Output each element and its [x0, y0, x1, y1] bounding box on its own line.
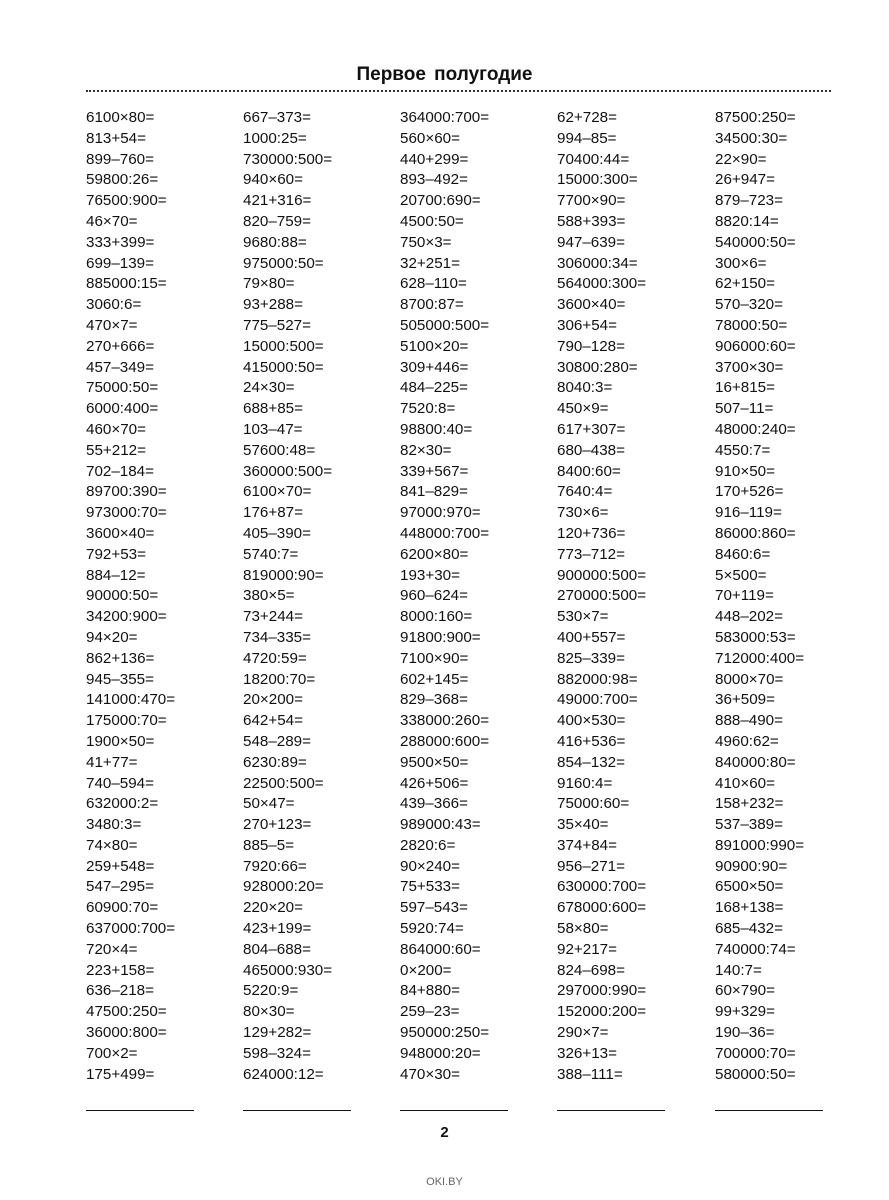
exercise-item: 439–366= — [400, 795, 468, 813]
exercise-item: 175+499= — [86, 1065, 155, 1083]
exercise-item: 750×3= — [400, 233, 452, 251]
exercise-item: 22×90= — [715, 150, 767, 168]
exercise-item: 8460:6= — [715, 545, 771, 563]
page-number: 2 — [440, 1124, 449, 1141]
answer-line-1 — [86, 1110, 194, 1111]
exercise-item: 74×80= — [86, 836, 138, 854]
exercise-item: 7100×90= — [400, 649, 469, 667]
exercise-item: 973000:70= — [86, 504, 167, 522]
answer-line-3 — [400, 1110, 508, 1111]
exercise-item: 507–11= — [715, 400, 774, 418]
exercise-item: 824–698= — [557, 961, 625, 979]
exercise-item: 773–712= — [557, 545, 625, 563]
exercise-item: 22500:500= — [243, 774, 324, 792]
exercise-item: 8400:60= — [557, 462, 621, 480]
exercise-item: 423+199= — [243, 920, 312, 938]
exercise-item: 3060:6= — [86, 296, 142, 314]
exercise-item: 960–624= — [400, 587, 468, 605]
exercise-item: 326+13= — [557, 1044, 617, 1062]
exercise-item: 6000:400= — [86, 400, 159, 418]
exercise-item: 570–320= — [715, 296, 783, 314]
exercise-item: 8000:160= — [400, 608, 473, 626]
exercise-item: 688+85= — [243, 400, 303, 418]
exercise-item: 537–389= — [715, 816, 783, 834]
exercise-item: 700000:70= — [715, 1044, 796, 1062]
exercise-item: 685–432= — [715, 920, 783, 938]
exercise-item: 0×200= — [400, 961, 452, 979]
exercise-item: 6100×80= — [86, 109, 155, 126]
exercise-item: 73+244= — [243, 608, 303, 626]
exercise-item: 410×60= — [715, 774, 775, 792]
exercise-item: 75000:50= — [86, 379, 159, 397]
exercise-item: 3700×30= — [715, 358, 784, 376]
exercise-item: 290×7= — [557, 1024, 609, 1042]
exercise-item: 78000:50= — [715, 316, 788, 334]
exercise-item: 36+509= — [715, 691, 775, 709]
exercise-item: 170+526= — [715, 483, 784, 501]
exercise-item: 884–12= — [86, 566, 146, 584]
exercise-item: 899–760= — [86, 150, 154, 168]
exercise-item: 415000:50= — [243, 358, 324, 376]
exercise-item: 91800:900= — [400, 628, 481, 646]
exercise-item: 9500×50= — [400, 753, 469, 771]
exercise-item: 333+399= — [86, 233, 155, 251]
answer-line-2 — [243, 1110, 351, 1111]
exercise-item: 588+393= — [557, 212, 626, 230]
exercise-item: 813+54= — [86, 129, 146, 147]
exercise-item: 338000:260= — [400, 712, 490, 730]
exercise-item: 450×9= — [557, 400, 609, 418]
exercise-item: 950000:250= — [400, 1024, 490, 1042]
exercise-item: 193+30= — [400, 566, 460, 584]
exercise-item: 62+150= — [715, 275, 775, 293]
exercise-item: 885000:15= — [86, 275, 167, 293]
exercise-item: 46×70= — [86, 212, 138, 230]
exercise-item: 457–349= — [86, 358, 154, 376]
exercise-item: 80×30= — [243, 1003, 295, 1021]
exercise-item: 712000:400= — [715, 649, 805, 667]
exercise-item: 270+666= — [86, 337, 155, 355]
exercise-item: 740–594= — [86, 774, 154, 792]
exercise-item: 1900×50= — [86, 732, 155, 750]
exercise-item: 35×40= — [557, 816, 609, 834]
exercise-item: 152000:200= — [557, 1003, 647, 1021]
exercise-item: 89700:390= — [86, 483, 167, 501]
exercise-item: 50×47= — [243, 795, 295, 813]
exercise-item: 7520:8= — [400, 400, 456, 418]
exercise-item: 84+880= — [400, 982, 460, 1000]
exercise-item: 699–139= — [86, 254, 154, 272]
exercise-item: 470×30= — [400, 1065, 460, 1083]
exercise-item: 60900:70= — [86, 899, 159, 917]
exercise-item: 220×20= — [243, 899, 303, 917]
exercise-item: 141000:470= — [86, 691, 176, 709]
exercise-item: 405–390= — [243, 524, 311, 542]
exercise-item: 3480:3= — [86, 816, 142, 834]
exercise-item: 6500×50= — [715, 878, 784, 896]
exercise-item: 86000:860= — [715, 524, 796, 542]
exercise-item: 7700×90= — [557, 192, 626, 210]
exercise-item: 129+282= — [243, 1024, 312, 1042]
exercise-item: 36000:800= — [86, 1024, 167, 1042]
exercise-item: 98800:40= — [400, 420, 473, 438]
exercise-item: 470×7= — [86, 316, 138, 334]
exercise-item: 825–339= — [557, 649, 625, 667]
exercise-item: 426+506= — [400, 774, 469, 792]
exercise-item: 364000:700= — [400, 109, 490, 126]
exercise-item: 819000:90= — [243, 566, 324, 584]
exercise-item: 6230:89= — [243, 753, 307, 771]
exercise-item: 76500:900= — [86, 192, 167, 210]
exercise-item: 840000:80= — [715, 753, 796, 771]
exercise-item: 70400:44= — [557, 150, 630, 168]
exercise-item: 90900:90= — [715, 857, 788, 875]
exercise-item: 440+299= — [400, 150, 469, 168]
exercise-item: 597–543= — [400, 899, 468, 917]
exercise-item: 700×2= — [86, 1044, 138, 1062]
answer-line-5 — [715, 1110, 823, 1111]
exercise-item: 300×6= — [715, 254, 767, 272]
exercise-item: 48000:240= — [715, 420, 796, 438]
exercise-item: 59800:26= — [86, 171, 159, 189]
exercise-item: 92+217= — [557, 940, 617, 958]
exercise-item: 680–438= — [557, 441, 625, 459]
exercise-item: 103–47= — [243, 420, 303, 438]
exercise-item: 547–295= — [86, 878, 154, 896]
exercise-item: 32+251= — [400, 254, 460, 272]
exercise-item: 62+728= — [557, 109, 617, 126]
exercise-item: 893–492= — [400, 171, 468, 189]
exercise-item: 90000:50= — [86, 587, 159, 605]
exercise-column-5 — [715, 108, 865, 1085]
exercise-item: 484–225= — [400, 379, 468, 397]
exercise-item: 223+158= — [86, 961, 155, 979]
exercise-item: 57600:48= — [243, 441, 316, 459]
exercise-item: 916–119= — [715, 504, 782, 522]
exercise-item: 75+533= — [400, 878, 460, 896]
exercise-item: 87500:250= — [715, 109, 796, 126]
exercise-item: 6200×80= — [400, 545, 469, 563]
exercise-item: 540000:50= — [715, 233, 796, 251]
exercise-item: 642+54= — [243, 712, 303, 730]
exercise-item: 505000:500= — [400, 316, 490, 334]
exercise-item: 58×80= — [557, 920, 609, 938]
exercise-item: 583000:53= — [715, 628, 796, 646]
exercise-item: 297000:990= — [557, 982, 647, 1000]
exercise-item: 804–688= — [243, 940, 311, 958]
exercise-item: 636–218= — [86, 982, 154, 1000]
exercise-item: 270000:500= — [557, 587, 647, 605]
exercise-item: 34200:900= — [86, 608, 167, 626]
exercise-item: 910×50= — [715, 462, 775, 480]
exercise-item: 4960:62= — [715, 732, 779, 750]
exercise-item: 270+123= — [243, 816, 312, 834]
exercise-item: 9680:88= — [243, 233, 307, 251]
exercise-item: 60×790= — [715, 982, 775, 1000]
exercise-item: 740000:74= — [715, 940, 796, 958]
exercise-item: 82×30= — [400, 441, 452, 459]
exercise-item: 18200:70= — [243, 670, 316, 688]
exercise-item: 416+536= — [557, 732, 626, 750]
dotted-divider — [86, 90, 831, 92]
exercise-item: 306000:34= — [557, 254, 638, 272]
exercise-item: 7920:66= — [243, 857, 307, 875]
exercise-item: 99+329= — [715, 1003, 775, 1021]
exercise-item: 1000:25= — [243, 129, 307, 147]
exercise-item: 734–335= — [243, 628, 311, 646]
exercise-item: 667–373= — [243, 109, 311, 126]
exercise-item: 940×60= — [243, 171, 303, 189]
exercise-column-4 — [557, 108, 707, 1085]
exercise-item: 885–5= — [243, 836, 295, 854]
exercise-item: 945–355= — [86, 670, 154, 688]
exercise-item: 564000:300= — [557, 275, 647, 293]
exercise-item: 140:7= — [715, 961, 762, 979]
exercise-item: 400×530= — [557, 712, 626, 730]
exercise-item: 720×4= — [86, 940, 138, 958]
exercise-item: 259+548= — [86, 857, 155, 875]
exercise-item: 70+119= — [715, 587, 774, 605]
exercise-item: 8820:14= — [715, 212, 779, 230]
exercise-item: 309+446= — [400, 358, 469, 376]
exercise-item: 97000:970= — [400, 504, 481, 522]
exercise-item: 4720:59= — [243, 649, 307, 667]
exercise-item: 864000:60= — [400, 940, 481, 958]
exercise-item: 948000:20= — [400, 1044, 481, 1062]
exercise-item: 530×7= — [557, 608, 609, 626]
exercise-item: 900000:500= — [557, 566, 647, 584]
exercise-item: 580000:50= — [715, 1065, 796, 1083]
exercise-item: 20700:690= — [400, 192, 481, 210]
exercise-item: 448000:700= — [400, 524, 490, 542]
exercise-item: 90×240= — [400, 857, 460, 875]
exercise-item: 55+212= — [86, 441, 146, 459]
exercise-item: 8000×70= — [715, 670, 784, 688]
exercise-item: 841–829= — [400, 483, 468, 501]
exercise-item: 617+307= — [557, 420, 626, 438]
exercise-item: 548–289= — [243, 732, 311, 750]
exercise-column-3 — [400, 108, 550, 1085]
exercise-item: 775–527= — [243, 316, 311, 334]
exercise-item: 906000:60= — [715, 337, 796, 355]
exercise-item: 888–490= — [715, 712, 783, 730]
exercise-item: 259–23= — [400, 1003, 460, 1021]
exercise-item: 628–110= — [400, 275, 467, 293]
page-title: Первое полугодие — [356, 64, 533, 85]
exercise-item: 175000:70= — [86, 712, 167, 730]
exercise-item: 49000:700= — [557, 691, 638, 709]
exercise-item: 93+288= — [243, 296, 303, 314]
exercise-item: 792+53= — [86, 545, 146, 563]
exercise-item: 20×200= — [243, 691, 303, 709]
exercise-item: 26+947= — [715, 171, 775, 189]
exercise-item: 47500:250= — [86, 1003, 167, 1021]
exercise-item: 560×60= — [400, 129, 460, 147]
exercise-item: 598–324= — [243, 1044, 311, 1062]
watermark: OKI.BY — [426, 1176, 463, 1188]
exercise-item: 75000:60= — [557, 795, 630, 813]
exercise-item: 176+87= — [243, 504, 303, 522]
exercise-item: 158+232= — [715, 795, 784, 813]
exercise-item: 624000:12= — [243, 1065, 324, 1083]
exercise-column-1 — [86, 108, 236, 1085]
exercise-item: 989000:43= — [400, 816, 481, 834]
exercise-item: 879–723= — [715, 192, 783, 210]
exercise-item: 730000:500= — [243, 150, 333, 168]
exercise-item: 947–639= — [557, 233, 625, 251]
exercise-item: 854–132= — [557, 753, 625, 771]
exercise-item: 956–271= — [557, 857, 625, 875]
exercise-item: 829–368= — [400, 691, 468, 709]
exercise-item: 30800:280= — [557, 358, 638, 376]
exercise-item: 994–85= — [557, 129, 617, 147]
exercise-item: 730×6= — [557, 504, 609, 522]
exercise-item: 602+145= — [400, 670, 469, 688]
exercise-item: 374+84= — [557, 836, 617, 854]
exercise-item: 94×20= — [86, 628, 138, 646]
exercise-item: 5×500= — [715, 566, 767, 584]
exercise-item: 388–111= — [557, 1065, 623, 1083]
exercise-item: 448–202= — [715, 608, 783, 626]
exercise-item: 5220:9= — [243, 982, 299, 1000]
exercise-item: 15000:500= — [243, 337, 324, 355]
exercise-item: 15000:300= — [557, 171, 638, 189]
exercise-item: 862+136= — [86, 649, 155, 667]
exercise-item: 306+54= — [557, 316, 617, 334]
exercise-item: 24×30= — [243, 379, 295, 397]
answer-line-4 — [557, 1110, 665, 1111]
exercise-item: 5740:7= — [243, 545, 299, 563]
exercise-item: 5100×20= — [400, 337, 469, 355]
exercise-item: 8040:3= — [557, 379, 613, 397]
exercise-item: 380×5= — [243, 587, 295, 605]
exercise-item: 702–184= — [86, 462, 154, 480]
exercise-item: 3600×40= — [86, 524, 155, 542]
exercise-item: 630000:700= — [557, 878, 647, 896]
exercise-item: 5920:74= — [400, 920, 464, 938]
exercise-item: 7640:4= — [557, 483, 613, 501]
exercise-item: 41+77= — [86, 753, 138, 771]
exercise-item: 465000:930= — [243, 961, 333, 979]
exercise-item: 34500:30= — [715, 129, 788, 147]
exercise-item: 882000:98= — [557, 670, 638, 688]
exercise-item: 632000:2= — [86, 795, 159, 813]
exercise-item: 3600×40= — [557, 296, 626, 314]
exercise-item: 4500:50= — [400, 212, 464, 230]
exercise-column-2 — [243, 108, 393, 1085]
exercise-item: 790–128= — [557, 337, 625, 355]
exercise-item: 460×70= — [86, 420, 146, 438]
exercise-item: 190–36= — [715, 1024, 775, 1042]
exercise-item: 637000:700= — [86, 920, 176, 938]
exercise-item: 288000:600= — [400, 732, 490, 750]
exercise-item: 400+557= — [557, 628, 626, 646]
exercise-item: 891000:990= — [715, 836, 805, 854]
exercise-item: 16+815= — [715, 379, 775, 397]
exercise-item: 168+138= — [715, 899, 784, 917]
exercise-item: 339+567= — [400, 462, 469, 480]
exercise-item: 975000:50= — [243, 254, 324, 272]
exercise-item: 9160:4= — [557, 774, 613, 792]
exercise-item: 79×80= — [243, 275, 295, 293]
exercise-item: 2820:6= — [400, 836, 456, 854]
exercise-item: 421+316= — [243, 192, 312, 210]
exercise-item: 120+736= — [557, 524, 626, 542]
exercise-item: 360000:500= — [243, 462, 333, 480]
exercise-item: 928000:20= — [243, 878, 324, 896]
exercise-item: 678000:600= — [557, 899, 647, 917]
exercise-item: 8700:87= — [400, 296, 464, 314]
exercise-item: 820–759= — [243, 212, 311, 230]
exercise-item: 6100×70= — [243, 483, 312, 501]
exercise-item: 4550:7= — [715, 441, 771, 459]
